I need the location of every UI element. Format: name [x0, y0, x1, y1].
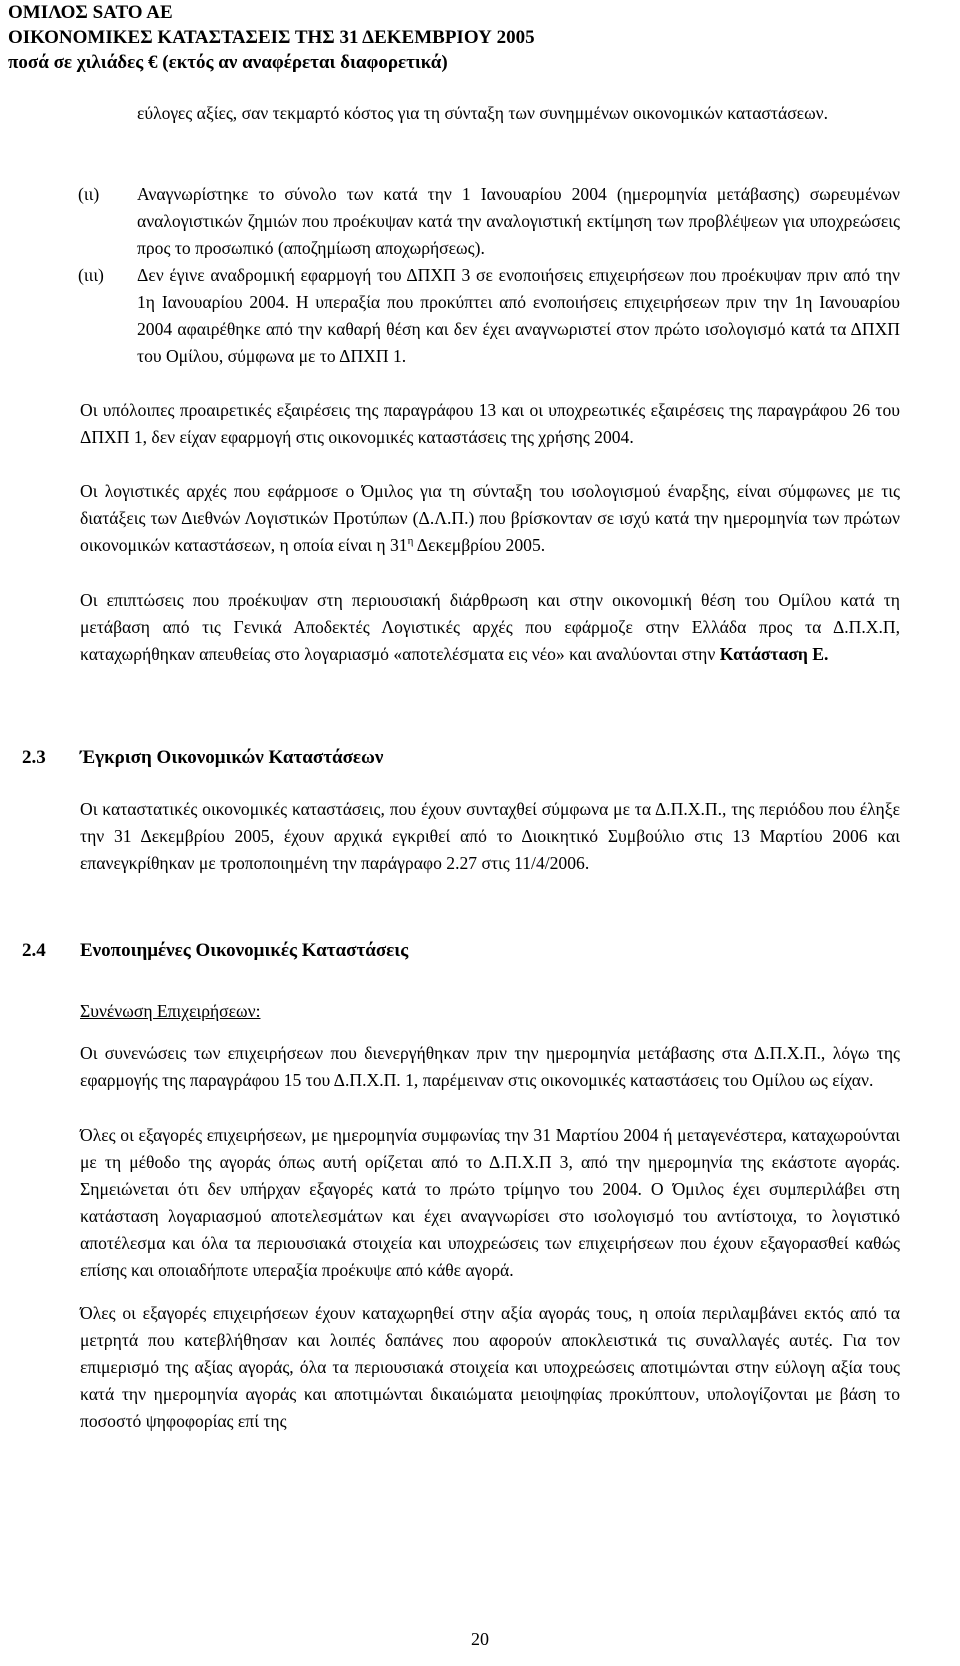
company-name: ΟΜΙΛΟΣ SATO AE: [8, 2, 173, 23]
accounting-policies-paragraph: Οι λογιστικές αρχές που εφάρμοσε ο Όμιλος για τη σύνταξη του ισολογισμού έναρξης, είναι σύμφωνες με τις διατάξεις των Διεθνών Λογιστικών Προτύπων (Δ.Λ.Π.) που βρίσκονταν σε ισχύ κατά την ημερομηνία των πρώτων οικονομικών καταστάσεων, η οποία είναι η $31^\eta$ Δεκεμβρίου 2005.: [80, 481, 900, 555]
item-label-ii: (ιι): [78, 184, 100, 204]
item-text-iii: Δεν έγινε αναδρομική εφαρμογή του ΔΠΧΠ 3 σε ενοποιήσεις επιχειρήσεων που προέκυψαν πριν από την 1η Ιανουαρίου 2004. Η υπεραξία που προκύπτει από ενοποιήσεις επιχειρήσεων πριν την 1η Ιανουαρίου 2004 αφαιρέθηκε από την καθαρή θέση και δεν έχει αναγνωριστεί στον πρώτο ισολογισμό κατά τα ΔΠΧΠ του Ομίλου, σύμφωνα με το ΔΠΧΠ 1.: [137, 265, 900, 366]
section-number: 2.3: [22, 747, 46, 768]
transition-effects-paragraph: Οι επιπτώσεις που προέκυψαν στη περιουσιακή διάρθρωση και στην οικονομική θέση του Ομίλου κατά τη μετάβαση από τις Γενικά Αποδεκτές Λογιστικές αρχές που εφάρμοζε στην Ελλάδα προς τα Δ.Π.Χ.Π, καταχωρήθηκαν απευθείας στο λογαριασμό «αποτελέσματα εις νέο» και αναλύονται στην Κατάσταση Ε.: [80, 590, 900, 664]
section-title: Έγκριση Οικονομικών Καταστάσεων: [80, 747, 384, 768]
page-header: [8, 0, 908, 75]
continuation-paragraph: εύλογες αξίες, σαν τεκμαρτό κόστος για τη σύνταξη των συνημμένων οικονομικών καταστάσεων.: [137, 103, 829, 123]
section-2-4-heading: [22, 938, 408, 964]
item-text-ii: Αναγνωρίστηκε το σύνολο των κατά την 1 Ιανουαρίου 2004 (ημερομηνία μετάβασης) σωρευμένων αναλογιστικών ζημιών που προέκυψαν κατά την αναλογιστική εκτίμηση των προβλέψεων για υποχρεώσεις προς το προσωπικό (αποζημίωση αποχωρήσεως).: [137, 184, 900, 258]
section-2-3-body: Οι καταστατικές οικονομικές καταστάσεις, που έχουν συνταχθεί σύμφωνα με τα Δ.Π.Χ.Π., της περιόδου που έληξε την 31 Δεκεμβρίου 2005, έχουν αρχικά εγκριθεί από το Διοικητικό Συμβούλιο στις 13 Μαρτίου 2006 και επανεγκρίθηκαν με τροποποιημένη την παράγραφο 2.27 στις 11/4/2006.: [80, 799, 900, 873]
section-title: Ενοποιημένες Οικονομικές Καταστάσεις: [80, 940, 409, 961]
statement-e-reference: Κατάσταση Ε.: [719, 644, 829, 664]
section-2-4-paragraph-3: Όλες οι εξαγορές επιχειρήσεων έχουν καταχωρηθεί στην αξία αγοράς τους, η οποία περιλαμβάνει εκτός από τα μετρητά που κατεβλήθησαν και λοιπές δαπάνες που αφορούν αποκλειστικά τις συναλλαγές αυτές. Για τον επιμερισμό της αξίας αγοράς, όλα τα περιουσιακά στοιχεία και υποχρεώσεις αποτιμώνται στην εύλογη αξία τους κατά την ημερομηνία αγοράς και αποτιμώνται δικαιώματα μειοψηφίας προκύπτουν, υπολογίζονται με βάση το ποσοστό ψηφοφορίας επί της: [80, 1303, 900, 1431]
optional-exemptions-paragraph: Οι υπόλοιπες προαιρετικές εξαιρέσεις της παραγράφου 13 και οι υποχρεωτικές εξαιρέσεις της παραγράφου 26 του ΔΠΧΠ 1, δεν είχαν εφαρμογή στις οικονομικές καταστάσεις της χρήσης 2004.: [80, 400, 900, 447]
page-number: 20: [471, 1629, 489, 1649]
item-label-iii: (ιιι): [78, 265, 104, 285]
statements-title: ΟΙΚΟΝΟΜΙΚΕΣ ΚΑΤΑΣΤΑΣΕΙΣ ΤΗΣ 31 ΔΕΚΕΜΒΡΙΟΥ 2005: [8, 27, 535, 48]
section-2-4-paragraph-2: Όλες οι εξαγορές επιχειρήσεων, με ημερομηνία συμφωνίας την 31 Μαρτίου 2004 ή μεταγενέστερα, καταχωρούνται με τη μέθοδο της αγοράς όπως αυτή ορίζεται από το Δ.Π.Χ.Π 3, από την ημερομηνία της εκάστοτε αγοράς. Σημειώνεται ότι δεν υπήρχαν εξαγορές κατά το πρώτο τρίμηνο του 2004. Ο Όμιλος έχει συμπεριλάβει στη κατάσταση λογαριασμού αποτελεσμάτων και έχει αναγνωρίσει στο ισολογισμό του αντίστοιχα, το λογιστικό αποτέλεσμα και όλα τα περιουσιακά στοιχεία και υποχρεώσεις των επιχειρήσεων που έχουν εξαγορασθεί καθώς επίσης και οποιαδήποτε υπεραξία προέκυψε από κάθε αγορά.: [80, 1125, 900, 1280]
section-2-3-heading: [22, 745, 383, 771]
section-number: 2.4: [22, 940, 46, 961]
ordinal-superscript: η: [407, 535, 414, 548]
section-2-4-paragraph-1: Οι συνενώσεις των επιχειρήσεων που διενεργήθηκαν πριν την ημερομηνία μετάβασης στα Δ.Π.Χ.Π., λόγω της εφαρμογής της παραγράφου 15 του Δ.Π.Χ.Π. 1, παρέμειναν στις οικονομικές καταστάσεις του Ομίλου ως είχαν.: [80, 1043, 900, 1090]
business-combinations-subheading: Συνένωση Επιχειρήσεων:: [80, 1001, 261, 1021]
units-note: ποσά σε χιλιάδες € (εκτός αν αναφέρεται διαφορετικά): [8, 52, 448, 73]
